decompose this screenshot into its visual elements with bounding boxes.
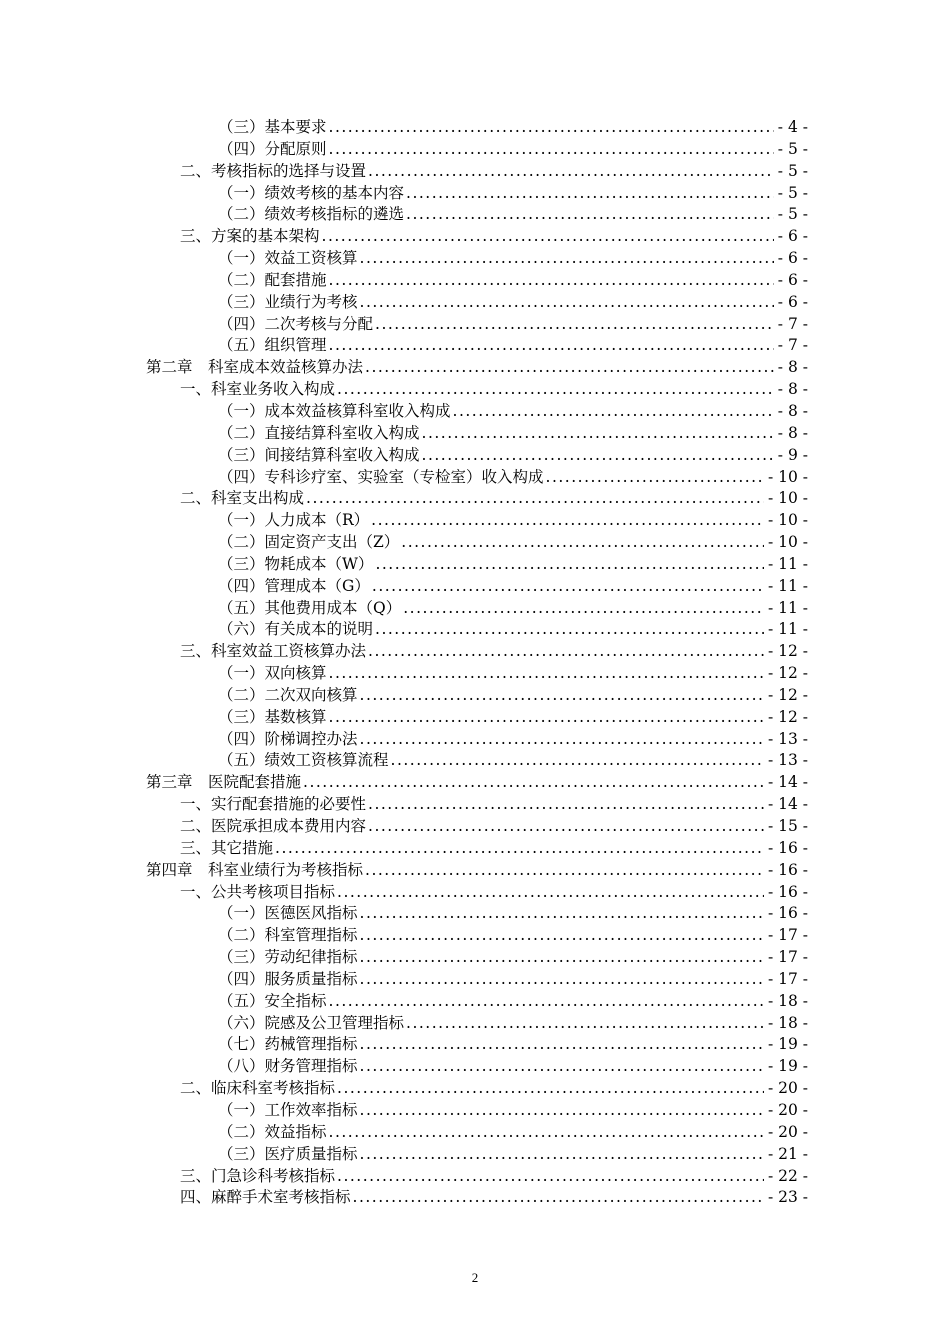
toc-leader-dots [353,1187,764,1209]
toc-entry-page: - 18 - [767,1013,808,1032]
toc-leader-dots [546,467,764,489]
toc-entry[interactable] [0,1122,950,1144]
toc-entry-page: - 20 - [767,1122,808,1141]
toc-leader-dots [403,598,764,620]
toc-leader-dots [365,860,764,882]
toc-entry[interactable] [0,903,950,925]
toc-entry[interactable] [0,641,950,663]
toc-entry[interactable] [0,357,950,379]
toc-entry-title: （一）工作效率指标 [218,1100,358,1119]
toc-leader-dots [391,750,764,772]
toc-entry-title: （二）配套措施 [218,270,327,289]
toc-leader-dots [375,619,764,641]
toc-entry[interactable] [0,882,950,904]
toc-entry-title: （三）医疗质量指标 [218,1144,358,1163]
toc-leader-dots [401,532,764,554]
page-number: 2 [471,1270,479,1285]
toc-entry[interactable] [0,663,950,685]
toc-leader-dots [360,685,764,707]
toc-entry-title: （四）二次考核与分配 [218,314,374,333]
toc-leader-dots [360,1100,764,1122]
toc-leader-dots [337,882,764,904]
toc-leader-dots [360,1144,764,1166]
toc-leader-dots [360,969,764,991]
toc-entry-page: - 21 - [767,1144,808,1163]
toc-entry[interactable] [0,117,950,139]
toc-entry[interactable] [0,925,950,947]
toc-entry-page: - 13 - [767,751,808,770]
toc-entry[interactable] [0,1144,950,1166]
toc-leader-dots [422,423,774,445]
toc-entry-title: （五）绩效工资核算流程 [218,751,389,770]
toc-entry-page: - 19 - [767,1057,808,1076]
toc-entry-title: （七）药械管理指标 [218,1035,358,1054]
toc-entry[interactable] [0,248,950,270]
toc-entry[interactable] [0,1078,950,1100]
toc-entry-title: （三）间接结算科室收入构成 [218,445,420,464]
toc-entry-page: - 13 - [767,729,808,748]
toc-entry-title: （六）院感及公卫管理指标 [218,1013,405,1032]
toc-leader-dots [365,357,774,379]
toc-entry-page: - 9 - [777,445,808,464]
toc-entry-title: （四）服务质量指标 [218,969,358,988]
toc-entry-page: - 10 - [767,533,808,552]
toc-leader-dots [360,925,764,947]
toc-leader-dots [303,772,764,794]
toc-leader-dots [329,707,764,729]
toc-leader-dots [329,117,774,139]
toc-entry[interactable] [0,467,950,489]
toc-entry-title: 二、医院承担成本费用内容 [180,817,367,835]
toc-leader-dots [368,794,764,816]
toc-entry[interactable] [0,379,950,401]
toc-entry-page: - 5 - [777,205,808,224]
toc-entry[interactable] [0,598,950,620]
toc-entry[interactable] [0,204,950,226]
toc-entry-page: - 10 - [767,489,808,508]
toc-entry-page: - 12 - [767,642,808,661]
toc-entry-title: （三）基数核算 [218,707,327,726]
toc-entry-title: 三、科室效益工资核算办法 [180,642,367,661]
toc-entry[interactable] [0,335,950,357]
toc-entry-page: - 8 - [777,423,808,442]
toc-entry-title: 二、考核指标的选择与设置 [180,161,367,180]
toc-entry-title: 三、门急诊科考核指标 [180,1166,336,1185]
toc-leader-dots [329,335,774,357]
toc-entry-page: - 6 - [777,249,808,268]
toc-entry-title: （四）专科诊疗室、实验室（专检室）收入构成 [218,467,544,486]
toc-entry[interactable] [0,401,950,423]
toc-entry[interactable] [0,292,950,314]
toc-entry-page: - 7 - [777,314,808,333]
toc-entry[interactable] [0,314,950,336]
toc-entry-title: 二、科室支出构成 [180,489,305,508]
toc-entry[interactable] [0,139,950,161]
toc-leader-dots [422,445,774,467]
toc-entry[interactable] [0,1100,950,1122]
toc-entry-page: - 4 - [777,118,808,136]
toc-entry-title: （一）成本效益核算科室收入构成 [218,401,451,420]
toc-entry-page: - 11 - [767,620,808,639]
toc-entry-title: 四、麻醉手术室考核指标 [180,1188,351,1207]
toc-entry-title: 一、公共考核项目指标 [180,882,336,901]
toc-entry-page: - 19 - [767,1035,808,1054]
toc-entry-title: 第四章 科室业绩行为考核指标 [146,860,364,879]
toc-entry[interactable] [0,794,950,816]
toc-leader-dots [368,641,764,663]
toc-leader-dots [360,947,764,969]
toc-leader-dots [360,903,764,925]
toc-entry-page: - 22 - [767,1166,808,1185]
toc-entry-title: 一、实行配套措施的必要性 [180,795,367,814]
toc-leader-dots [371,510,764,532]
table-of-contents [0,117,950,1209]
toc-leader-dots [322,226,774,248]
toc-entry[interactable] [0,860,950,882]
toc-entry-title: （四）管理成本（G） [218,576,370,595]
toc-entry-title: （二）效益指标 [218,1122,327,1141]
toc-entry-title: （三）基本要求 [218,118,327,136]
toc-entry[interactable] [0,772,950,794]
toc-entry-title: （五）安全指标 [218,991,327,1010]
toc-leader-dots [406,1013,764,1035]
toc-leader-dots [360,248,774,270]
toc-entry-page: - 8 - [777,380,808,399]
toc-entry-page: - 12 - [767,685,808,704]
toc-entry-title: （三）业绩行为考核 [218,292,358,311]
toc-entry-title: 第二章 科室成本效益核算办法 [146,358,364,377]
toc-entry-title: （五）其他费用成本（Q） [218,598,402,617]
toc-leader-dots [368,161,774,183]
toc-entry-page: - 15 - [767,817,808,835]
toc-leader-dots [329,1122,764,1144]
toc-entry-page: - 12 - [767,707,808,726]
toc-entry[interactable] [0,685,950,707]
toc-entry[interactable] [0,1187,950,1209]
toc-entry-title: （三）劳动纪律指标 [218,948,358,967]
toc-entry-page: - 8 - [777,401,808,420]
toc-entry-page: - 5 - [777,161,808,180]
toc-entry-title: 三、方案的基本架构 [180,227,320,246]
toc-entry-title: （二）直接结算科室收入构成 [218,423,420,442]
toc-entry-page: - 17 - [767,926,808,945]
toc-entry-title: （八）财务管理指标 [218,1057,358,1076]
toc-entry[interactable] [0,1056,950,1078]
toc-entry[interactable] [0,750,950,772]
toc-entry-title: （一）人力成本（R） [218,511,370,530]
toc-entry-title: （四）分配原则 [218,139,327,158]
toc-entry[interactable] [0,729,950,751]
toc-entry[interactable] [0,838,950,860]
toc-entry[interactable] [0,1166,950,1188]
toc-entry-page: - 7 - [777,336,808,355]
toc-entry-title: 第三章 医院配套措施 [146,773,302,792]
toc-entry[interactable] [0,161,950,183]
toc-leader-dots [360,729,764,751]
toc-entry-title: （一）医德医风指标 [218,904,358,923]
toc-leader-dots [337,1166,764,1188]
toc-leader-dots [337,379,774,401]
toc-entry-title: （一）效益工资核算 [218,249,358,268]
toc-entry[interactable] [0,488,950,510]
toc-entry-page: - 14 - [767,773,808,792]
toc-entry-page: - 5 - [777,139,808,158]
toc-entry[interactable] [0,510,950,532]
toc-entry[interactable] [0,969,950,991]
toc-leader-dots [453,401,774,423]
toc-entry[interactable] [0,554,950,576]
toc-leader-dots [368,816,764,838]
toc-entry-title: （一）绩效考核的基本内容 [218,183,405,202]
toc-leader-dots [372,576,764,598]
toc-entry-page: - 16 - [767,860,808,879]
toc-entry-page: - 11 - [767,576,808,595]
toc-entry-title: （二）绩效考核指标的遴选 [218,205,405,224]
toc-entry-page: - 23 - [767,1188,808,1207]
toc-leader-dots [406,204,774,226]
toc-entry[interactable] [0,532,950,554]
toc-entry-page: - 8 - [777,358,808,377]
toc-entry-page: - 12 - [767,664,808,683]
toc-entry[interactable] [0,1013,950,1035]
toc-entry-page: - 14 - [767,795,808,814]
toc-entry-title: 三、其它措施 [180,838,274,857]
toc-entry-title: （二）二次双向核算 [218,685,358,704]
toc-leader-dots [360,1034,764,1056]
toc-entry-page: - 10 - [767,467,808,486]
toc-entry[interactable] [0,183,950,205]
toc-entry-title: （二）科室管理指标 [218,926,358,945]
toc-entry-page: - 16 - [767,904,808,923]
toc-leader-dots [275,838,764,860]
toc-entry-page: - 10 - [767,511,808,530]
toc-leader-dots [329,270,774,292]
toc-entry[interactable] [0,226,950,248]
toc-entry[interactable] [0,991,950,1013]
toc-entry-page: - 17 - [767,969,808,988]
toc-leader-dots [360,292,774,314]
toc-entry-page: - 11 - [767,598,808,617]
toc-entry[interactable] [0,576,950,598]
toc-entry-page: - 18 - [767,991,808,1010]
toc-entry-page: - 5 - [777,183,808,202]
toc-leader-dots [306,488,764,510]
toc-leader-dots [360,1056,764,1078]
toc-entry-title: （一）双向核算 [218,664,327,683]
toc-leader-dots [337,1078,764,1100]
toc-entry-page: - 16 - [767,882,808,901]
toc-entry-page: - 20 - [767,1079,808,1098]
toc-entry[interactable] [0,947,950,969]
toc-leader-dots [329,663,764,685]
toc-entry[interactable] [0,270,950,292]
toc-entry[interactable] [0,816,950,838]
toc-entry-page: - 20 - [767,1100,808,1119]
toc-entry[interactable] [0,1034,950,1056]
toc-entry-page: - 16 - [767,838,808,857]
toc-entry[interactable] [0,707,950,729]
toc-entry-page: - 6 - [777,270,808,289]
toc-entry-page: - 6 - [777,292,808,311]
toc-entry-title: 二、临床科室考核指标 [180,1079,336,1098]
toc-entry-title: （四）阶梯调控办法 [218,729,358,748]
toc-entry-title: （五）组织管理 [218,336,327,355]
toc-entry-title: 一、科室业务收入构成 [180,380,336,399]
toc-leader-dots [375,554,764,576]
toc-leader-dots [329,139,774,161]
toc-entry-page: - 6 - [777,227,808,246]
toc-entry-title: （三）物耗成本（W） [218,554,374,573]
toc-leader-dots [406,183,774,205]
toc-entry-page: - 17 - [767,948,808,967]
toc-entry-title: （六）有关成本的说明 [218,620,374,639]
toc-leader-dots [375,314,774,336]
toc-leader-dots [329,991,764,1013]
toc-entry[interactable] [0,423,950,445]
toc-entry[interactable] [0,619,950,641]
toc-entry-page: - 11 - [767,554,808,573]
toc-entry-title: （二）固定资产支出（Z） [218,533,400,552]
toc-entry[interactable] [0,445,950,467]
